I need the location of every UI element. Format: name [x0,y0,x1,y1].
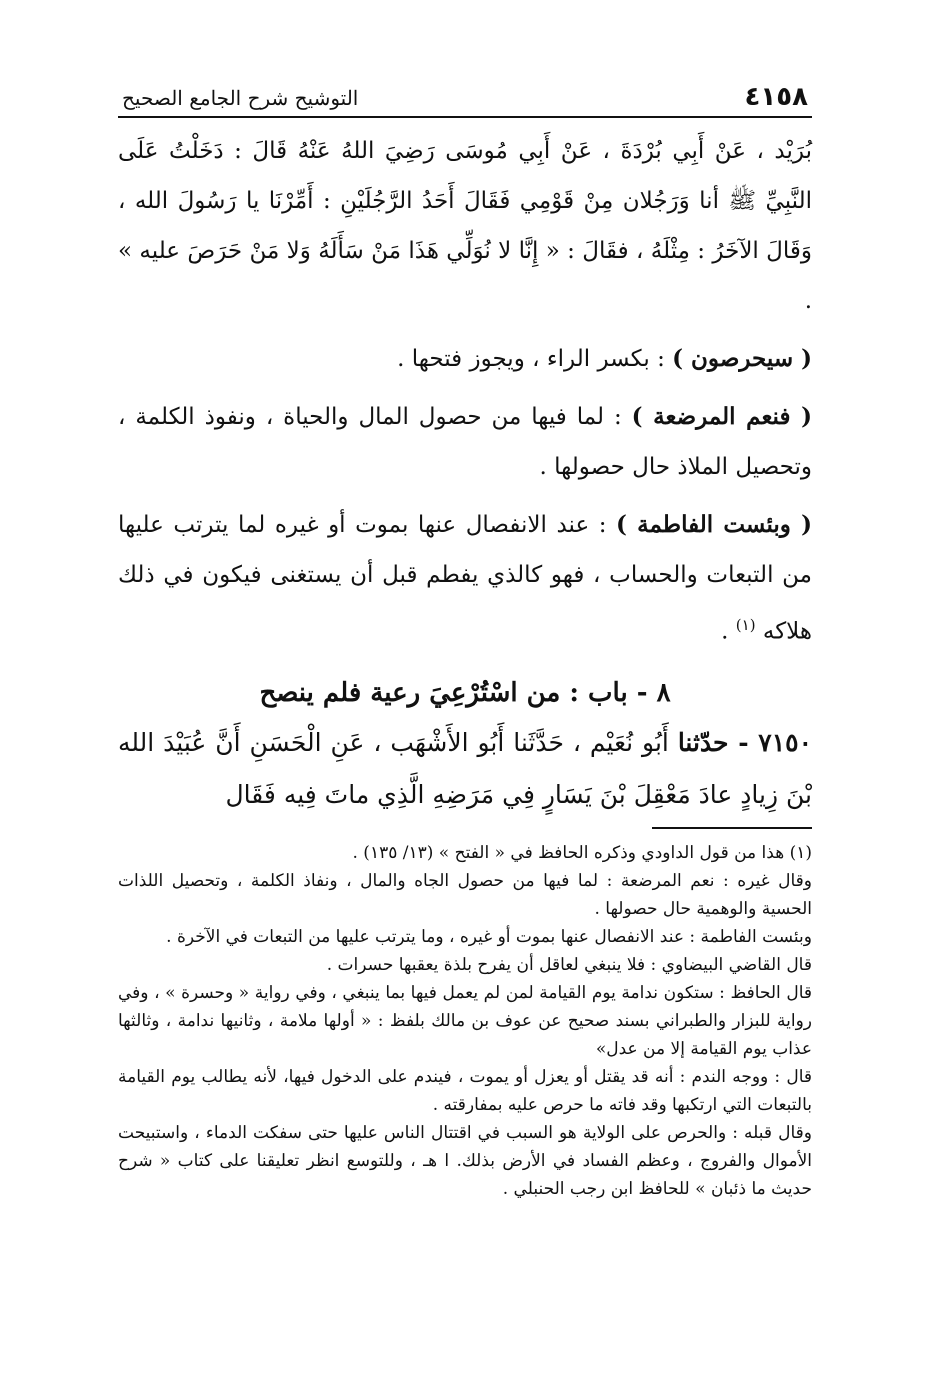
gloss-nimat-al-murdia [118,392,812,492]
gloss-text: : بكسر الراء ، ويجوز فتحها . [397,346,673,372]
running-header [118,78,812,118]
hadith-number-lead: ٧١٥٠ - حدّثنا [677,727,812,757]
book-page [118,78,812,1203]
footnotes [118,839,812,1203]
gloss-text: : عند الانفصال عنها بموت أو غيره لما يترتب عليها من التبعات والحساب ، فهو كالذي يفطم قبل أن يستغنى فيكون في ذلك هلاكه [118,512,812,645]
footnote-line: قال القاضي البيضاوي : فلا ينبغي لعاقل أن يفرح بلذة يعقبها حسرات . [326,954,812,975]
gloss-biisat-al-fatima [118,500,812,657]
footnote-line: وبئست الفاطمة : عند الانفصال عنها بموت أو غيره ، وما يترتب عليها من التبعات في الآخرة . [166,926,812,947]
footnote-line: قال : ووجه الندم : أنه قد يقتل أو يعزل أو يموت ، فيندم على الدخول فيها، لأنه يطالب يوم القيامة بالتبعات التي ارتكبها وقد فاته ما حرص عليه بمفارقته . [118,1066,812,1115]
book-title: التوشيح شرح الجامع الصحيح [122,86,359,110]
footnote-line: وقال قبله : والحرص على الولاية هو السبب في اقتتال الناس عليها حتى سفكت الدماء ، واستبيحت الأموال والفروج ، وعظم الفساد في الأرض بذلك. ا هـ ، وللتوسع انظر تعليقنا على كتاب « شرح حديث ما ذئبان » للحافظ ابن رجب الحنبلي . [118,1122,812,1199]
gloss-text: : لما فيها من حصول المال والحياة ، ونفوذ الكلمة ، وتحصيل الملاذ حال حصولها . [118,404,812,480]
gloss-term: ( سيحرصون ) [672,345,812,372]
main-text [118,126,812,821]
hadith-7150 [118,717,812,821]
footnote-line: قال الحافظ : ستكون ندامة يوم القيامة لمن لم يعمل فيها بما ينبغي ، وفي رواية « وحسرة » ، وفي رواية للبزار والطبراني بسند صحيح عن عوف بن مالك بلفظ : « أولها ملامة ، وثانيها ندامة ، وثالثها عذاب يوم القيامة إلا من عدل» [118,982,812,1059]
hadith-text: أَبُو نُعَيْم ، حَدَّثَنا أَبُو الأَشْهَب ، عَنِ الْحَسَنِ أَنَّ عُبَيْدَ الله بْنَ زِيادٍ عادَ مَعْقِلَ بْنَ يَسَارٍ فِي مَرَضِهِ الَّذِي ماتَ فِيه فَقَال [118,727,812,809]
footnote-marker[interactable]: (١) [735,616,756,634]
gloss-term: ( فنعم المرضعة ) [631,403,812,430]
hadith-continuation: بُرَيْد ، عَنْ أَبِي بُرْدَةَ ، عَنْ أَبِي مُوسَى رَضِيَ اللهُ عَنْهُ قَالَ : دَخَلْتُ عَلَى النَّبِيِّ ﷺ أنا وَرَجُلان مِنْ قَوْمِي فَقَالَ أَحَدُ الرَّجُلَيْنِ : أَمِّرْنَا يا رَسُولَ الله ، وَقَالَ الآخَرُ : مِثْلَهُ ، فقَالَ : « إِنَّا لا نُوَلِّي هَذَا مَنْ سَأَلَهُ وَلا مَنْ حَرَصَ عليه » . [118,138,812,314]
gloss-ending: . [721,618,736,645]
gloss-sayahrisun [118,334,812,384]
footnote-divider [652,827,812,829]
footnote-line: (١) هذا من قول الداودي وذكره الحافظ في « الفتح » (١٣/ ١٣٥) . [352,842,812,863]
page-number: ٤١٥٨ [744,82,808,112]
footnote-line: وقال غيره : نعم المرضعة : لما فيها من حصول الجاه والمال ، ونفاذ الكلمة ، وتحصيل اللذات الحسية والوهمية حال حصولها . [118,870,812,919]
gloss-term: ( وبئست الفاطمة ) [616,511,813,538]
chapter-heading: ٨ - باب : من اسْتُرْعِيَ رعية فلم ينصح [259,677,671,708]
